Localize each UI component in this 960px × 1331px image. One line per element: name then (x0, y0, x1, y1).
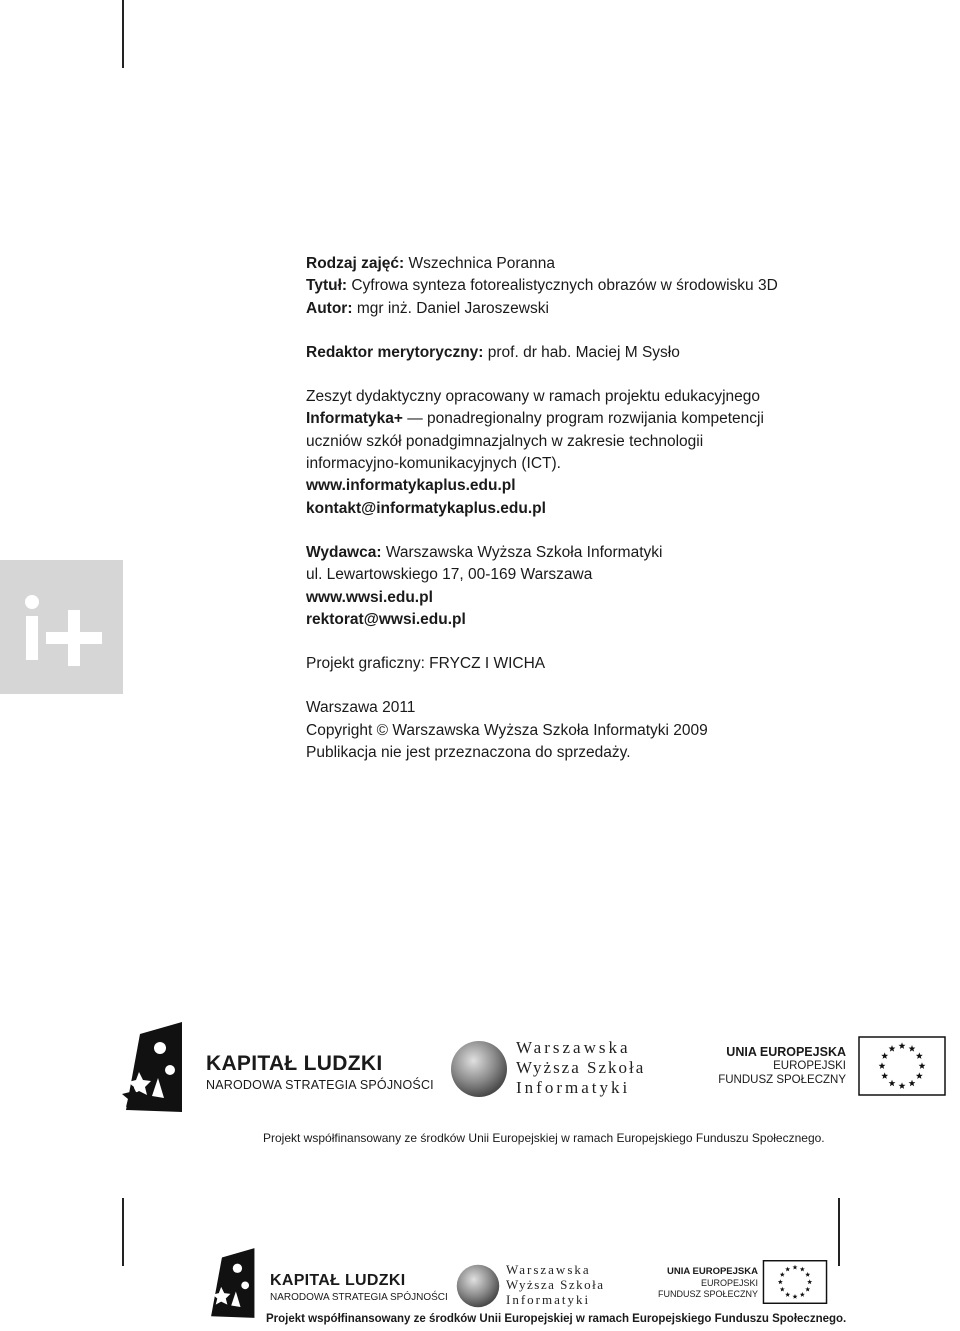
kapital-ludzki-title: KAPITAŁ LUDZKI (206, 1052, 383, 1075)
crop-mark-top (122, 0, 124, 68)
kapital-ludzki-emblem-icon (122, 1022, 184, 1112)
eu-line-2: EUROPEJSKI (773, 1060, 846, 1072)
project-name: Informatyka+ (306, 410, 403, 428)
kapital-ludzki-logo-small (208, 1248, 448, 1318)
publisher-email-link[interactable]: rektorat@wwsi.edu.pl (306, 610, 466, 628)
copyright-line: Copyright © Warszawska Wyższa Szkoła Informatyki 2009 (306, 721, 708, 739)
author-label: Autor: (306, 299, 353, 317)
project-url-link[interactable]: www.informatykaplus.edu.pl (306, 477, 516, 495)
crop-mark-bottom-left (122, 1198, 124, 1266)
eu-line-3: FUNDUSZ SPOŁECZNY (718, 1074, 846, 1086)
publisher-label: Wydawca: (306, 543, 382, 561)
project-email-link[interactable]: kontakt@informatykaplus.edu.pl (306, 499, 546, 517)
project-line-2 (306, 408, 906, 430)
wwsi-line-2-small: Wyższa Szkoła (506, 1277, 605, 1292)
wwsi-sphere-small-icon (456, 1264, 500, 1308)
publisher-row (306, 542, 906, 564)
wwsi-sphere-icon (450, 1040, 508, 1098)
not-for-sale-line: Publikacja nie jest przeznaczona do sprzedaży. (306, 744, 631, 762)
project-line-1: Zeszyt dydaktyczny opracowany w ramach projektu edukacyjnego (306, 388, 761, 406)
wwsi-line-3-small: Informatyki (506, 1292, 591, 1307)
publisher-address: ul. Lewartowskiego 17, 00-169 Warszawa (306, 566, 593, 584)
eu-line-3-small: FUNDUSZ SPOŁECZNY (657, 1289, 758, 1299)
wwsi-logo (450, 1038, 670, 1102)
eu-logo-small (657, 1260, 830, 1306)
title-label: Tytuł: (306, 277, 348, 295)
title-row (306, 275, 906, 297)
imprint (306, 253, 906, 764)
eu-line-1-small: UNIA EUROPEJSKA (667, 1266, 758, 1277)
eu-stars-flag-small-icon (762, 1260, 828, 1304)
wwsi-line-1: Warszawska (516, 1038, 631, 1057)
place-year: Warszawa 2011 (306, 699, 416, 717)
project-line-2-rest: — ponadregionalny program rozwijania kompetencji (402, 410, 764, 428)
wwsi-line-2: Wyższa Szkoła (516, 1058, 646, 1077)
cofinancing-note: Projekt współfinansowany ze środków Unii Europejskiej w ramach Europejskiego Funduszu Społecznego. (263, 1131, 825, 1145)
i-plus-icon (0, 560, 123, 694)
eu-line-2-small: EUROPEJSKI (700, 1278, 758, 1288)
eu-logo (718, 1036, 948, 1098)
kapital-ludzki-logo (122, 1022, 434, 1112)
project-line-4: informacyjno-komunikacyjnych (ICT). (306, 455, 561, 473)
wwsi-line-3: Informatyki (516, 1078, 631, 1097)
kapital-ludzki-title-small: KAPITAŁ LUDZKI (270, 1272, 406, 1289)
author-row (306, 298, 906, 320)
cofinancing-note-small: Projekt współfinansowany ze środków Unii Europejskiej w ramach Europejskiego Funduszu Społecznego. (266, 1313, 847, 1325)
title-value: Cyfrowa synteza fotorealistycznych obrazów w środowisku 3D (351, 277, 778, 295)
course-row (306, 253, 906, 275)
kapital-ludzki-subtitle-small: NARODOWA STRATEGIA SPÓJNOŚCI (270, 1292, 448, 1303)
kapital-ludzki-subtitle: NARODOWA STRATEGIA SPÓJNOŚCI (206, 1078, 434, 1092)
publisher-url-link[interactable]: www.wwsi.edu.pl (306, 588, 433, 606)
course-label: Rodzaj zajęć: (306, 255, 405, 272)
course-value: Wszechnica Poranna (408, 255, 555, 272)
editor-row (306, 342, 906, 364)
wwsi-logo-small (456, 1262, 636, 1310)
editor-label: Redaktor merytoryczny: (306, 343, 484, 361)
informatyka-plus-badge (0, 560, 123, 694)
author-value: mgr inż. Daniel Jaroszewski (356, 299, 549, 317)
publisher-value: Warszawska Wyższa Szkoła Informatyki (385, 543, 663, 561)
kapital-ludzki-emblem-small-icon (208, 1248, 256, 1318)
wwsi-line-1-small: Warszawska (506, 1262, 591, 1277)
eu-line-1: UNIA EUROPEJSKA (726, 1045, 846, 1059)
project-line-3: uczniów szkół ponadgimnazjalnych w zakresie technologii (306, 432, 704, 450)
graphic-design-credit: Projekt graficzny: FRYCZ I WICHA (306, 655, 546, 673)
eu-stars-flag-icon (858, 1036, 946, 1096)
editor-value: prof. dr hab. Maciej M Sysło (487, 343, 680, 361)
crop-mark-bottom-right (838, 1198, 840, 1266)
